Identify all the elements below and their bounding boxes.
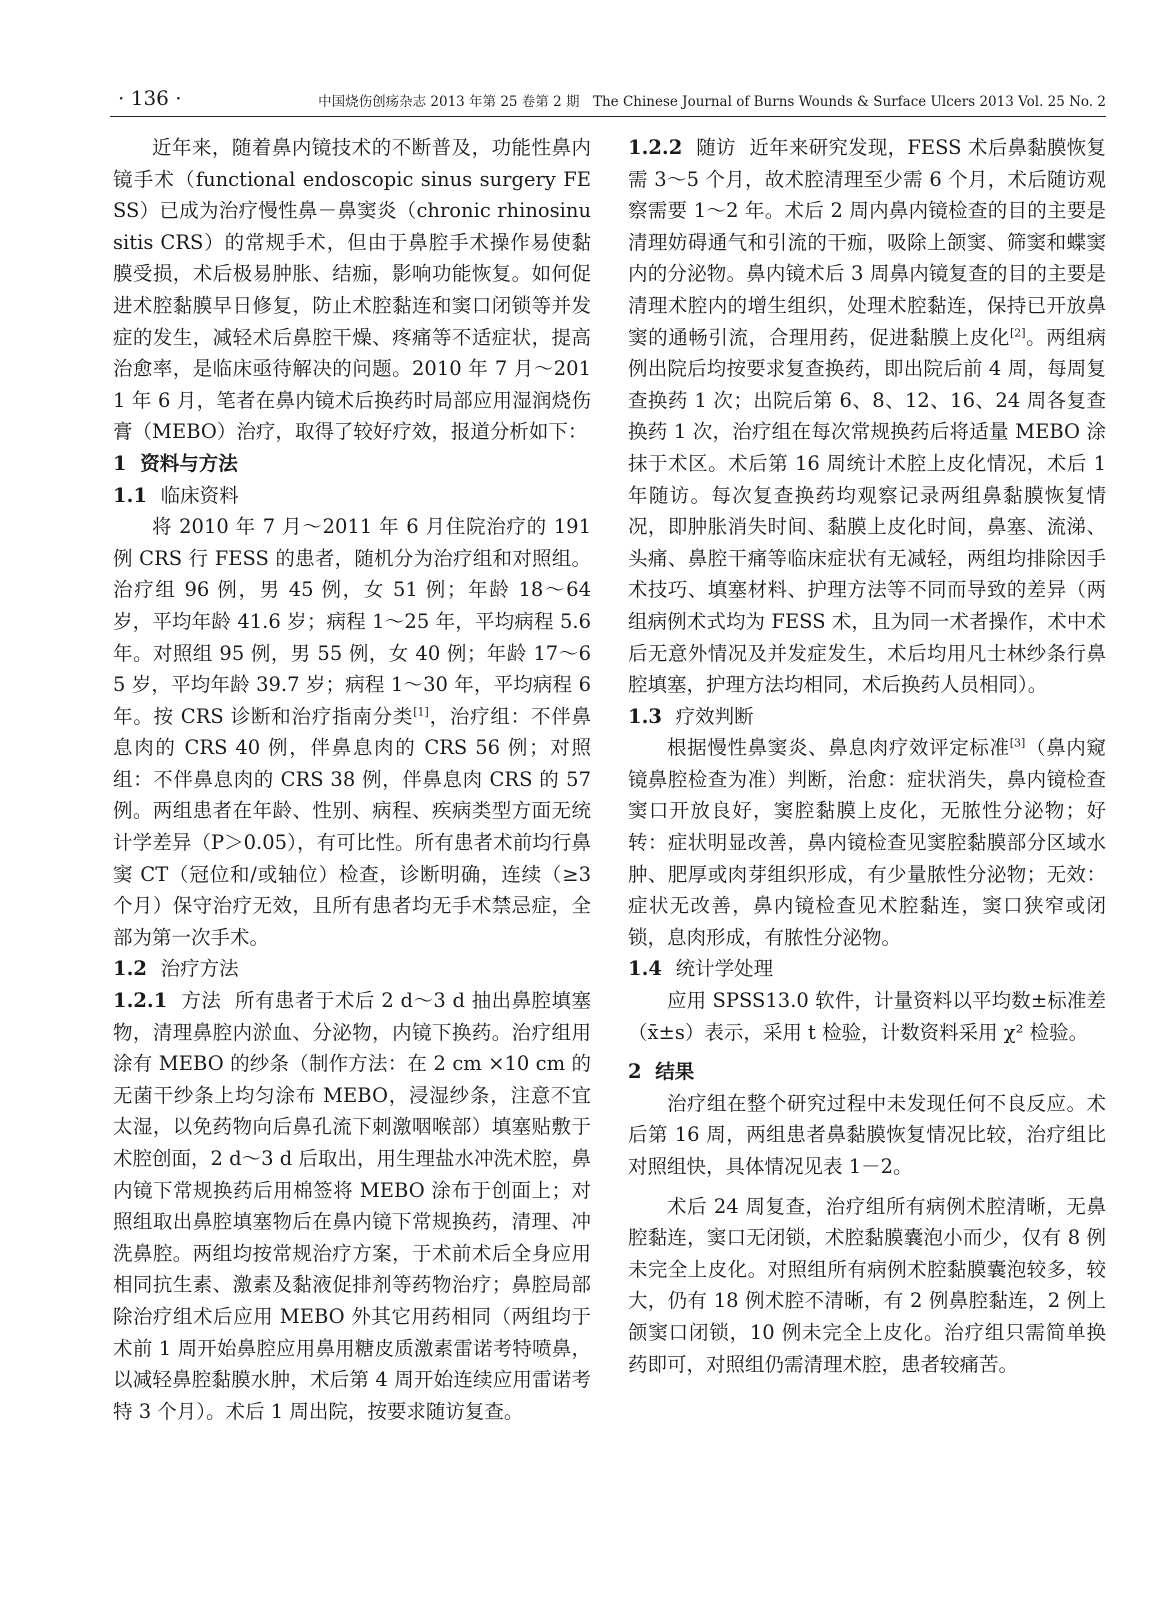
citation-2: [2] [1009,326,1026,340]
results-paragraph-2: 术后 24 周复查，治疗组所有病例术腔清晰，无鼻腔黏连，窦口无闭锁，术腔黏膜囊泡小而少，仅有 8 例未完全上皮化。对照组所有病例术腔黏膜囊泡较多，较大，仍有 18 例术腔不清晰，有 2 例鼻腔黏连，2 例上颌窦口闭锁，10 例未完全上皮化。治疗组只需简单换药即可，对照组仍需清理术腔，患者较痛苦。 [628,1194,1106,1376]
paragraph-gap [628,1183,1106,1191]
section-gap [628,1048,1106,1056]
page-number: · 136 · [118,86,182,110]
citation-1: [1] [413,705,429,719]
method-paragraph: 1.2.1 方法 所有患者于术后 2 d～3 d 抽出鼻腔填塞物，清理鼻腔内淤血、分泌物，内镜下换药。治疗组用涂有 MEBO 的纱条（制作方法：在 2 cm ×10 cm 的无菌干纱条上均匀涂布 MEBO，浸湿纱条，注意不宜太湿，以免药物向后鼻孔流下刺激咽喉部）填塞贴敷于术腔创面，2 d～3 d 后取出，用生理盐水冲洗术腔，鼻内镜下常规换药后用棉签将 MEBO 涂布于创面上；对照组取出鼻腔填塞物后在鼻内镜下常规换药，清理、冲洗鼻腔。两组均按常规治疗方案，于术前术后全身应用相同抗生素、激素及黏液促排剂等药物治疗；鼻腔局部除治疗组术后应用 MEBO 外其它用药相同（两组均于术前 1 周开始鼻腔应用鼻用糖皮质激素雷诺考特喷鼻，以减轻鼻腔黏膜水肿，术后第 4 周开始连续应用雷诺考特 3 个月）。术后 1 周出院，按要求随访复查。 [113,989,591,1423]
statistics-paragraph: 应用 SPSS13.0 软件，计量资料以平均数±标准差（x̄±s）表示，采用 t 检验，计数资料采用 χ² 检验。 [628,989,1106,1044]
results-paragraph-1: 治疗组在整个研究过程中未发现任何不良反应。术后第 16 周，两组患者鼻黏膜恢复情况比较，治疗组比对照组快，具体情况见表 1－2。 [628,1091,1106,1178]
clinical-data-paragraph: 将 2010 年 7 月～2011 年 6 月住院治疗的 191 例 CRS 行 FESS 的患者，随机分为治疗组和对照组。治疗组 96 例，男 45 例，女 51 例；年龄 18～64 岁，平均年龄 41.6 岁；病程 1～25 年，平均病程 5.6 年。对照组 95 例，男 55 例，女 40 例；年龄 17～65 岁，平均年龄 39.7 岁；病程 1～30 年，平均病程 6 年。按 CRS 诊断和治疗指南分类[1]，治疗组：不伴鼻息肉的 CRS 40 例，伴鼻息肉的 CRS 56 例；对照组：不伴鼻息肉的 CRS 38 例，伴鼻息肉 CRS 的 57 例。两组患者在年龄、性别、病程、疾病类型方面无统计学差异（P＞0.05），有可比性。所有患者术前均行鼻窦 CT（冠位和/或轴位）检查，诊断明确，连续（≥3 个月）保守治疗无效，且所有患者均无手术禁忌症，全部为第一次手术。 [113,515,591,949]
intro-paragraph: 近年来，随着鼻内镜技术的不断普及，功能性鼻内镜手术（functional endoscopic sinus surgery FESS）已成为治疗慢性鼻－鼻窦炎（chronic rhinosinusitis CRS）的常规手术，但由于鼻腔手术操作易使黏膜受损，术后极易肿胀、结痂，影响功能恢复。如何促进术腔黏膜早日修复，防止术腔黏连和窦口闭锁等并发症的发生，减轻术后鼻腔干燥、疼痛等不适症状，提高治愈率，是临床亟待解决的问题。2010 年 7 月～2011 年 6 月，笔者在鼻内镜术后换药时局部应用湿润烧伤膏（MEBO）治疗，取得了较好疗效，报道分析如下： [113,136,591,444]
running-header [110,82,1106,117]
section-1-heading: 1 资料与方法 [113,451,238,475]
efficacy-paragraph: 根据慢性鼻窦炎、鼻息肉疗效评定标准[3]（鼻内窥镜鼻腔检查为准）判断，治愈：症状消失，鼻内镜检查窦口开放良好，窦腔黏膜上皮化，无脓性分泌物；好转：症状明显改善，鼻内镜检查见窦腔黏膜部分区域水肿、肥厚或肉芽组织形成，有少量脓性分泌物；无效：症状无改善，鼻内镜检查见术腔黏连，窦口狭窄或闭锁，息肉形成，有脓性分泌物。 [628,736,1106,949]
section-1-2-heading: 1.2 治疗方法 [113,957,239,981]
section-1-4-heading: 1.4 统计学处理 [628,957,774,981]
followup-paragraph: 1.2.2 随访 近年来研究发现，FESS 术后鼻黏膜恢复需 3～5 个月，故术腔清理至少需 6 个月，术后随访观察需要 1～2 年。术后 2 周内鼻内镜检查的目的主要是清理妨碍通气和引流的干痂，吸除上颌窦、筛窦和蝶窦内的分泌物。鼻内镜术后 3 周鼻内镜复查的目的主要是清理术腔内的增生组织，处理术腔黏连，保持已开放鼻窦的通畅引流，合理用药，促进黏膜上皮化[2]。两组病例出院后均按要求复查换药，即出院后前 4 周，每周复查换药 1 次；出院后第 6、8、12、16、24 周各复查换药 1 次，治疗组在每次常规换药后将适量 MEBO 涂抹于术区。术后第 16 周统计术腔上皮化情况，术后 1 年随访。每次复查换药均观察记录两组鼻黏膜恢复情况，即肿胀消失时间、黏膜上皮化时间，鼻塞、流涕、头痛、鼻腔干痛等临床症状有无减轻，两组均排除因手术技巧、填塞材料、护理方法等不同而导致的差异（两组病例术式均为 FESS 术，且为同一术者操作，术中术后无意外情况及并发症发生，术后均用凡士林纱条行鼻腔填塞，护理方法均相同，术后换药人员相同）。 [628,136,1106,697]
section-1-1-heading: 1.1 临床资料 [113,483,239,507]
left-column [113,132,591,1427]
citation-3: [3] [1009,736,1026,750]
right-column [628,132,1106,1380]
section-1-3-heading: 1.3 疗效判断 [628,704,754,728]
journal-title: 中国烧伤创疡杂志 2013 年第 25 卷第 2 期 The Chinese Journal of Burns Wounds & Surface Ulcers 2013 Vol. 25 No. 2 [318,94,1106,110]
section-2-heading: 2 结果 [628,1060,695,1084]
